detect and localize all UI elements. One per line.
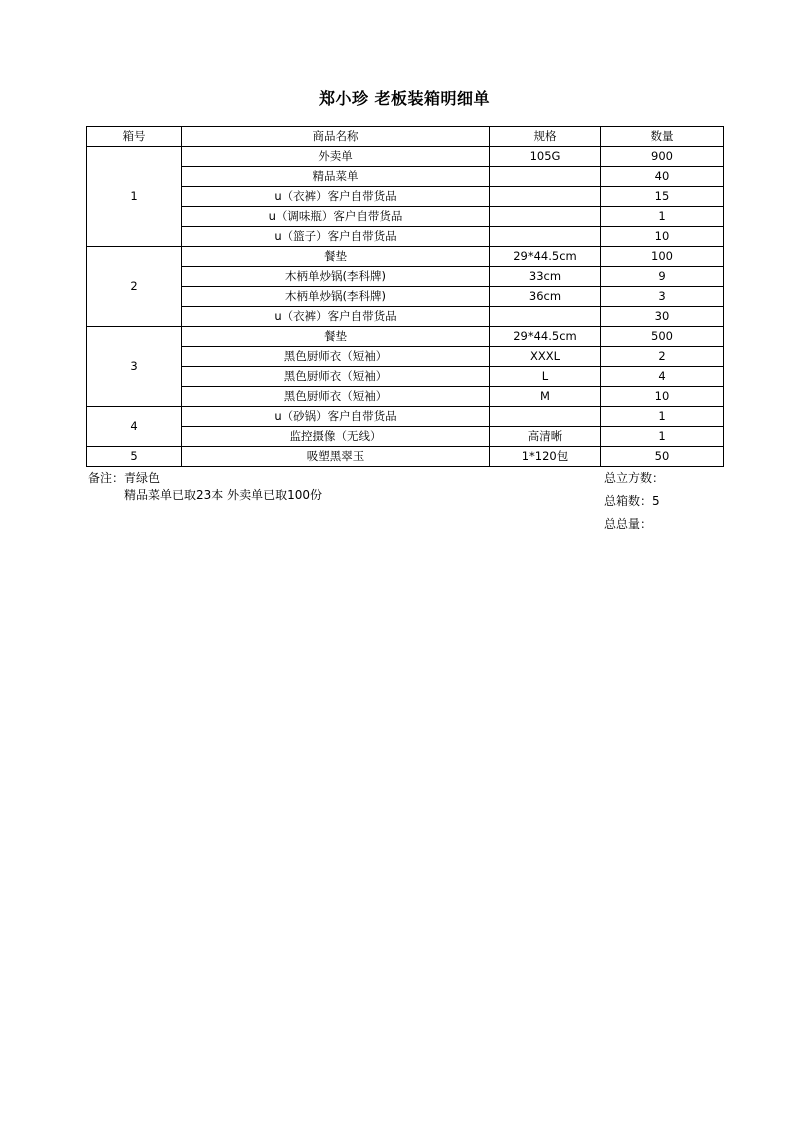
spec-cell: L: [490, 367, 601, 387]
quantity-cell: 900: [601, 147, 724, 167]
spec-cell: [490, 187, 601, 207]
spec-cell: XXXL: [490, 347, 601, 367]
quantity-cell: 1: [601, 427, 724, 447]
product-name-cell: u（衣裤）客户自带货品: [182, 187, 490, 207]
spec-cell: [490, 207, 601, 227]
spec-cell: 1*120包: [490, 447, 601, 467]
table-row: [87, 227, 724, 247]
table-row: [87, 247, 724, 267]
note-taken: 精品菜单已取23本 外卖单已取100份: [124, 488, 322, 502]
notes-section: [88, 470, 322, 504]
box-number-cell: 4: [87, 407, 182, 447]
product-name-cell: 木柄单炒锅(李科牌): [182, 287, 490, 307]
quantity-cell: 10: [601, 387, 724, 407]
product-name-cell: u（篮子）客户自带货品: [182, 227, 490, 247]
quantity-cell: 100: [601, 247, 724, 267]
quantity-cell: 2: [601, 347, 724, 367]
table-header-row: [87, 127, 724, 147]
quantity-cell: 1: [601, 207, 724, 227]
quantity-cell: 500: [601, 327, 724, 347]
table-row: [87, 207, 724, 227]
spec-cell: 29*44.5cm: [490, 247, 601, 267]
product-name-cell: u（衣裤）客户自带货品: [182, 307, 490, 327]
packing-table: [86, 126, 724, 467]
table-row: [87, 347, 724, 367]
table-row: [87, 267, 724, 287]
quantity-cell: 1: [601, 407, 724, 427]
page-title: 郑小珍 老板装箱明细单: [318, 89, 491, 108]
spec-cell: 高清晰: [490, 427, 601, 447]
product-name-cell: 餐垫: [182, 247, 490, 267]
header-quantity: 数量: [601, 127, 724, 147]
box-number-cell: 1: [87, 147, 182, 247]
product-name-cell: u（调味瓶）客户自带货品: [182, 207, 490, 227]
spec-cell: [490, 307, 601, 327]
product-name-cell: 吸塑黑翠玉: [182, 447, 490, 467]
product-name-cell: 黑色厨师衣（短袖）: [182, 387, 490, 407]
quantity-cell: 3: [601, 287, 724, 307]
spec-cell: [490, 407, 601, 427]
table-row: [87, 387, 724, 407]
header-box-number: 箱号: [87, 127, 182, 147]
spec-cell: M: [490, 387, 601, 407]
box-number-cell: 5: [87, 447, 182, 467]
product-name-cell: 餐垫: [182, 327, 490, 347]
box-number-cell: 2: [87, 247, 182, 327]
total-boxes: 总箱数：5: [604, 494, 660, 508]
table-row: [87, 427, 724, 447]
quantity-cell: 15: [601, 187, 724, 207]
quantity-cell: 10: [601, 227, 724, 247]
product-name-cell: 精品菜单: [182, 167, 490, 187]
spec-cell: 36cm: [490, 287, 601, 307]
table-row: [87, 167, 724, 187]
spec-cell: [490, 227, 601, 247]
product-name-cell: 黑色厨师衣（短袖）: [182, 367, 490, 387]
quantity-cell: 30: [601, 307, 724, 327]
header-product-name: 商品名称: [182, 127, 490, 147]
table-row: [87, 147, 724, 167]
note-color: 备注：青绿色: [88, 471, 161, 485]
table-row: [87, 307, 724, 327]
spec-cell: [490, 167, 601, 187]
spec-cell: 105G: [490, 147, 601, 167]
table-row: [87, 287, 724, 307]
product-name-cell: 外卖单: [182, 147, 490, 167]
table-row: [87, 447, 724, 467]
table-row: [87, 407, 724, 427]
header-spec: 规格: [490, 127, 601, 147]
total-volume: 总立方数：: [604, 471, 665, 485]
product-name-cell: 黑色厨师衣（短袖）: [182, 347, 490, 367]
total-weight: 总总量：: [604, 517, 653, 531]
quantity-cell: 50: [601, 447, 724, 467]
spec-cell: 33cm: [490, 267, 601, 287]
quantity-cell: 40: [601, 167, 724, 187]
product-name-cell: u（砂锅）客户自带货品: [182, 407, 490, 427]
table-row: [87, 367, 724, 387]
product-name-cell: 木柄单炒锅(李科牌): [182, 267, 490, 287]
quantity-cell: 9: [601, 267, 724, 287]
table-row: [87, 187, 724, 207]
spec-cell: 29*44.5cm: [490, 327, 601, 347]
product-name-cell: 监控摄像（无线）: [182, 427, 490, 447]
table-row: [87, 327, 724, 347]
quantity-cell: 4: [601, 367, 724, 387]
box-number-cell: 3: [87, 327, 182, 407]
totals-section: [604, 467, 664, 536]
